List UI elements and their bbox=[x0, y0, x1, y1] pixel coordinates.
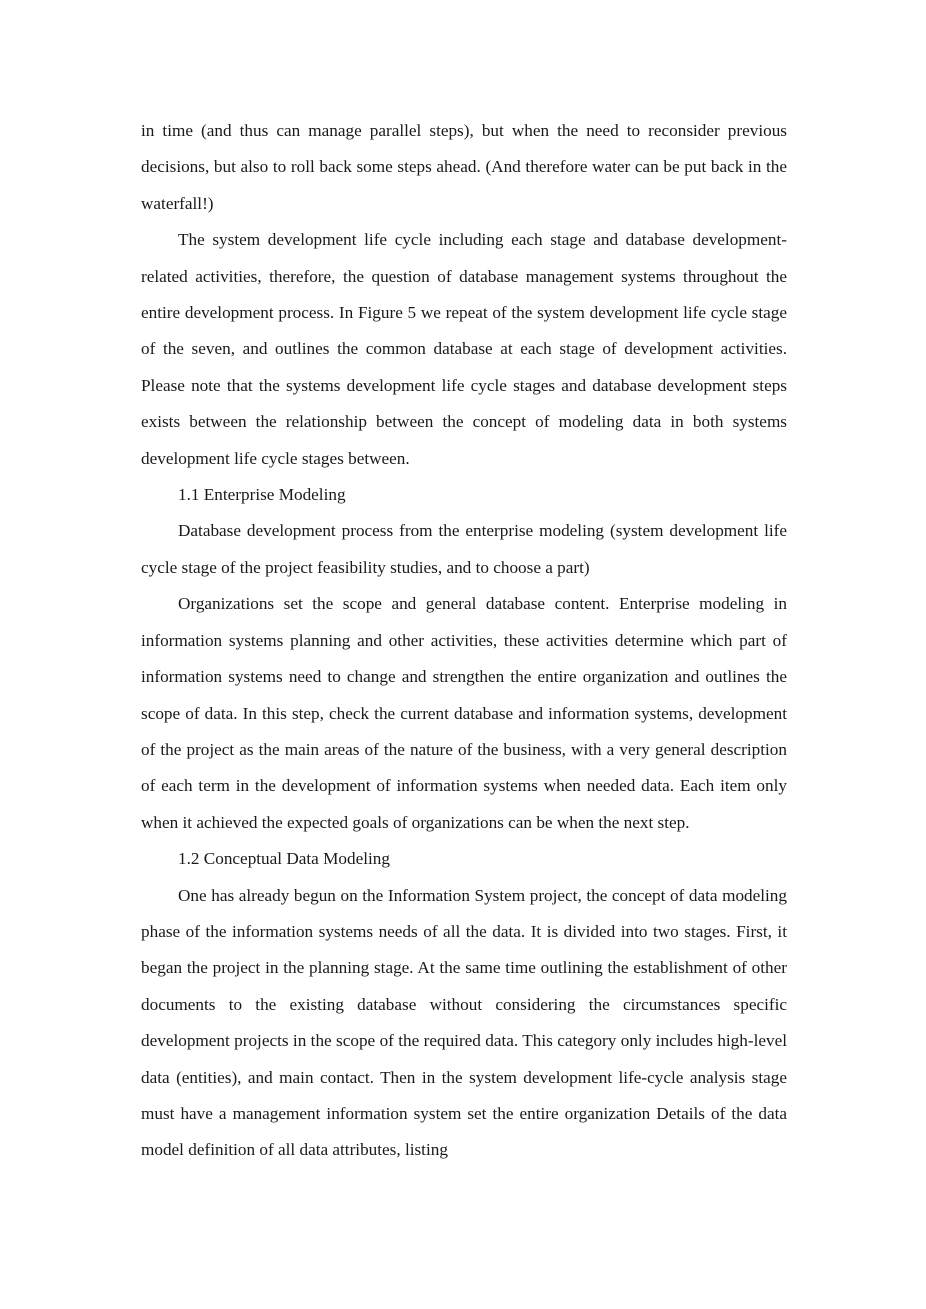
paragraph-enterprise-intro: Database development process from the enterprise modeling (system development life cycle stage of the project feasibility studies, and to choose a part) bbox=[141, 521, 787, 577]
paragraph-sdlc-overview: The system development life cycle including each stage and database development-related activities, therefore, the question of database management systems throughout the entire development process. In Figure 5 we repeat of the system development life cycle stage of the seven, and outlines the common database at each stage of development activities. Please note that the systems development life cycle stages and database development steps exists between the relationship between the concept of modeling data in both systems development life cycle stages between. bbox=[141, 230, 787, 468]
document-page bbox=[141, 113, 787, 1169]
paragraph-conceptual-modeling: One has already begun on the Information System project, the concept of data modeling phase of the information systems needs of all the data. It is divided into two stages. First, it began the project in the planning stage. At the same time outlining the establishment of other documents to the existing database without considering the circumstances specific development projects in the scope of the required data. This category only includes high-level data (entities), and main contact. Then in the system development life-cycle analysis stage must have a management information system set the entire organization Details of the data model definition of all data attributes, listing bbox=[141, 885, 787, 1160]
section-heading-enterprise-modeling: 1.1 Enterprise Modeling bbox=[178, 485, 346, 505]
paragraph-enterprise-scope: Organizations set the scope and general database content. Enterprise modeling in information systems planning and other activities, these activities determine which part of information systems need to change and strengthen the entire organization and outlines the scope of data. In this step, check the current database and information systems, development of the project as the main areas of the nature of the business, with a very general description of each term in the development of information systems when needed data. Each item only when it achieved the expected goals of organizations can be when the next step. bbox=[141, 594, 787, 832]
section-heading-conceptual-data-modeling: 1.2 Conceptual Data Modeling bbox=[178, 849, 390, 869]
paragraph-continuation: in time (and thus can manage parallel steps), but when the need to reconsider previous decisions, but also to roll back some steps ahead. (And therefore water can be put back in the waterfall!) bbox=[141, 121, 787, 213]
